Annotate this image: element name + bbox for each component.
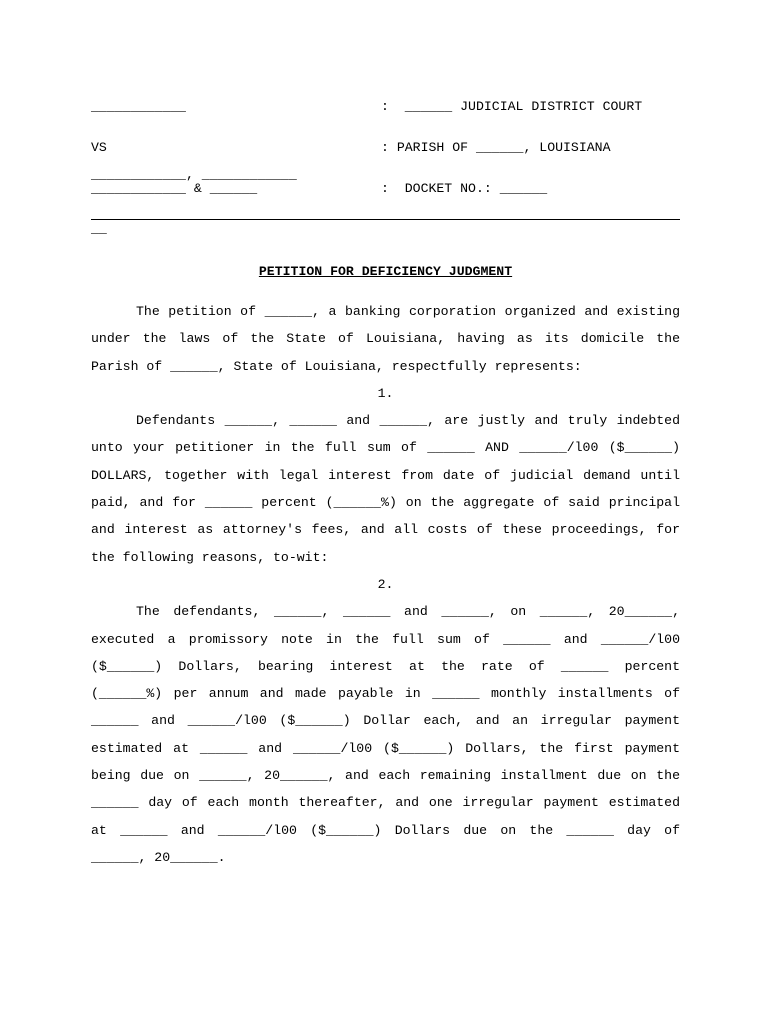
document-title: PETITION FOR DEFICIENCY JUDGMENT bbox=[258, 264, 513, 279]
court-line: : ______ JUDICIAL DISTRICT COURT bbox=[381, 99, 643, 114]
paragraph-2: The defendants, ______, ______ and ______, on ______, 20______, executed a promissory note in the full sum of ______ and ______/l00 ($______) Dollars, bearing interest at the rate of ______ percent (______%) per annum and made payable in ______ monthly installments of ______ and ______/l00 ($______) Dollar each, and an irregular payment estimated at ______ and ______/l00 ($______) Dollars, the first payment being due on ______, 20______, and each remaining installment due on the ______ day of each month thereafter, and one irregular payment estimated at ______ and ______/l00 ($______) Dollars due on the ______ day of ______, 20______. bbox=[91, 604, 680, 865]
paragraph-number-2: 2. bbox=[377, 576, 394, 592]
defendants-line-2: ____________ & ______ bbox=[91, 181, 258, 196]
caption-divider bbox=[91, 219, 680, 220]
versus-label: VS bbox=[91, 140, 107, 155]
parish-line: : PARISH OF ______, LOUISIANA bbox=[381, 140, 611, 155]
paragraph-number-1: 1. bbox=[377, 385, 394, 401]
caption-divider-overflow: __ bbox=[91, 221, 107, 236]
paragraph-1: Defendants ______, ______ and ______, are justly and truly indebted unto your petitioner in the full sum of ______ AND ______/l00 ($______) DOLLARS, together with legal interest from date of judicial demand until paid, and for ______ percent (______%) on the aggregate of said principal and interest as attorney's fees, and all costs of these proceedings, for the following reasons, to-wit: bbox=[91, 413, 680, 565]
defendants-line-1: ____________, ____________ bbox=[91, 167, 297, 182]
docket-line: : DOCKET NO.: ______ bbox=[381, 181, 548, 196]
plaintiff-blank: ____________ bbox=[91, 99, 186, 114]
intro-paragraph: The petition of ______, a banking corporation organized and existing under the laws of the State of Louisiana, having as its domicile the Parish of ______, State of Louisiana, respectfully represents: bbox=[91, 304, 680, 374]
petition-body bbox=[91, 298, 680, 871]
